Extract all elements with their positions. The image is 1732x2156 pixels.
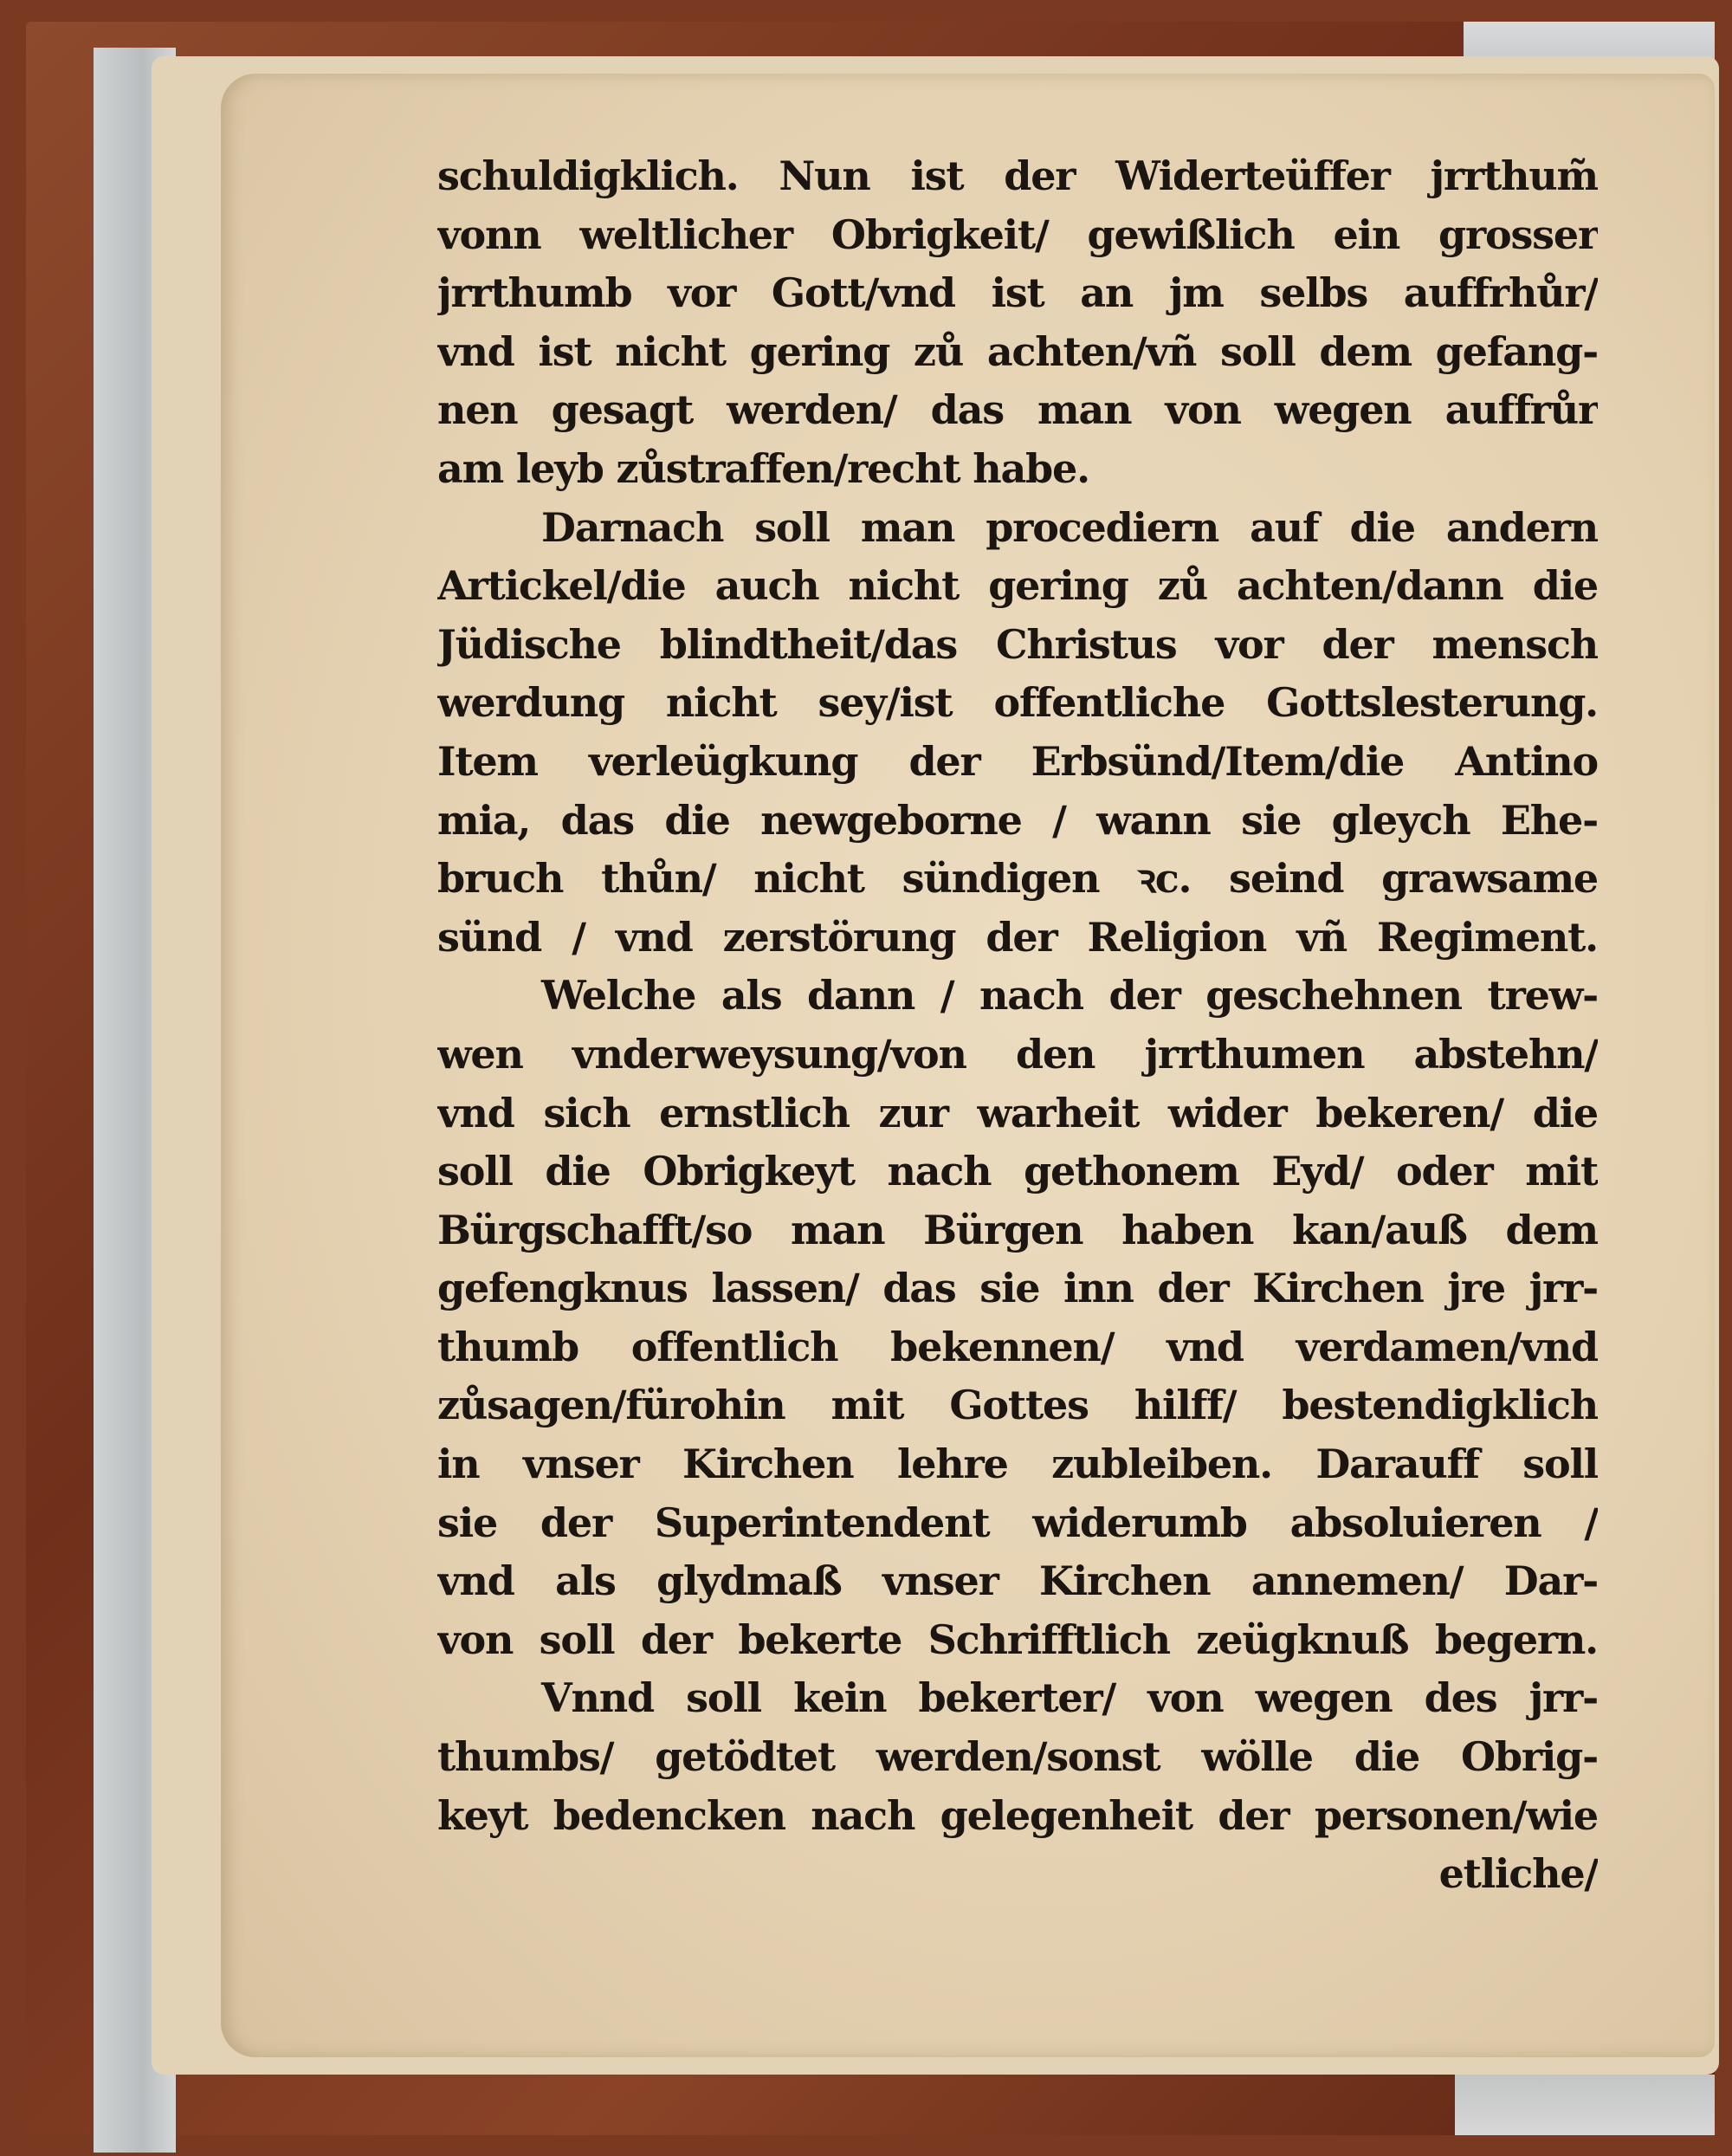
text-line: thumb offentlich bekennen/ vnd verdamen/vnd	[437, 1323, 1598, 1370]
text-line: nen gesagt werden/ das man von wegen auffrůr	[437, 386, 1598, 434]
text-line: am leyb zůstraffen/recht habe.	[437, 444, 1089, 492]
text-line: Vnnd soll kein bekerter/ von wegen des jrr-	[541, 1674, 1598, 1722]
text-line: soll die Obrigkeyt nach gethonem Eyd/ oder mit	[437, 1148, 1598, 1195]
text-line: zůsagen/fürohin mit Gottes hilff/ bestendigklich	[437, 1382, 1598, 1429]
text-line: sünd / vnd zerstörung der Religion vñ Regiment.	[437, 913, 1598, 961]
text-line: Jüdische blindtheit/das Christus vor der mensch	[437, 620, 1598, 668]
text-line: vnd ist nicht gering zů achten/vñ soll dem gefang-	[437, 327, 1598, 375]
text-line: jrrthumb vor Gott/vnd ist an jm selbs auffrhůr/	[437, 269, 1598, 317]
text-line: gefengknus lassen/ das sie inn der Kirchen jre jrr-	[437, 1265, 1598, 1312]
text-line: mia, das die newgeborne / wann sie gleych Ehe-	[437, 796, 1598, 844]
text-line: wen vnderweysung/von den jrrthumen abstehn/	[437, 1030, 1598, 1078]
cover-corner-bottom-right	[1455, 2075, 1715, 2135]
text-line: Item verleügkung der Erbsünd/Item/die Antino	[437, 737, 1598, 785]
text-line: werdung nicht sey/ist offentliche Gottslesterung.	[437, 679, 1598, 727]
text-line: Bürgschafft/so man Bürgen haben kan/auß dem	[437, 1206, 1598, 1253]
text-line: vonn weltlicher Obrigkeit/ gewißlich ein grosser	[437, 210, 1598, 258]
text-line: von soll der bekerte Schrifftlich zeügknuß begern.	[437, 1615, 1598, 1663]
text-line: vnd sich ernstlich zur warheit wider bekeren/ die	[437, 1089, 1598, 1136]
text-line: Welche als dann / nach der geschehnen trew-	[541, 972, 1598, 1020]
text-line: Artickel/die auch nicht gering zů achten/dann die	[437, 562, 1598, 610]
text-line: Darnach soll man procediern auf die andern	[541, 503, 1598, 551]
text-line: vnd als glydmaß vnser Kirchen annemen/ Dar-	[437, 1557, 1598, 1605]
text-line: bruch thůn/ nicht sündigen ꝛc. seind grawsame	[437, 855, 1598, 903]
text-line: schuldigklich. Nun ist der Widerteüffer jrrthum̃	[437, 152, 1598, 199]
catchword: etliche/	[1438, 1850, 1598, 1898]
text-line: keyt bedencken nach gelegenheit der personen/wie	[437, 1791, 1598, 1839]
page-text	[437, 147, 1598, 1904]
text-line: thumbs/ getödtet werden/sonst wölle die Obrig-	[437, 1733, 1598, 1781]
text-line: in vnser Kirchen lehre zubleiben. Darauff soll	[437, 1441, 1598, 1488]
text-line: sie der Superintendent widerumb absoluieren /	[437, 1499, 1598, 1546]
